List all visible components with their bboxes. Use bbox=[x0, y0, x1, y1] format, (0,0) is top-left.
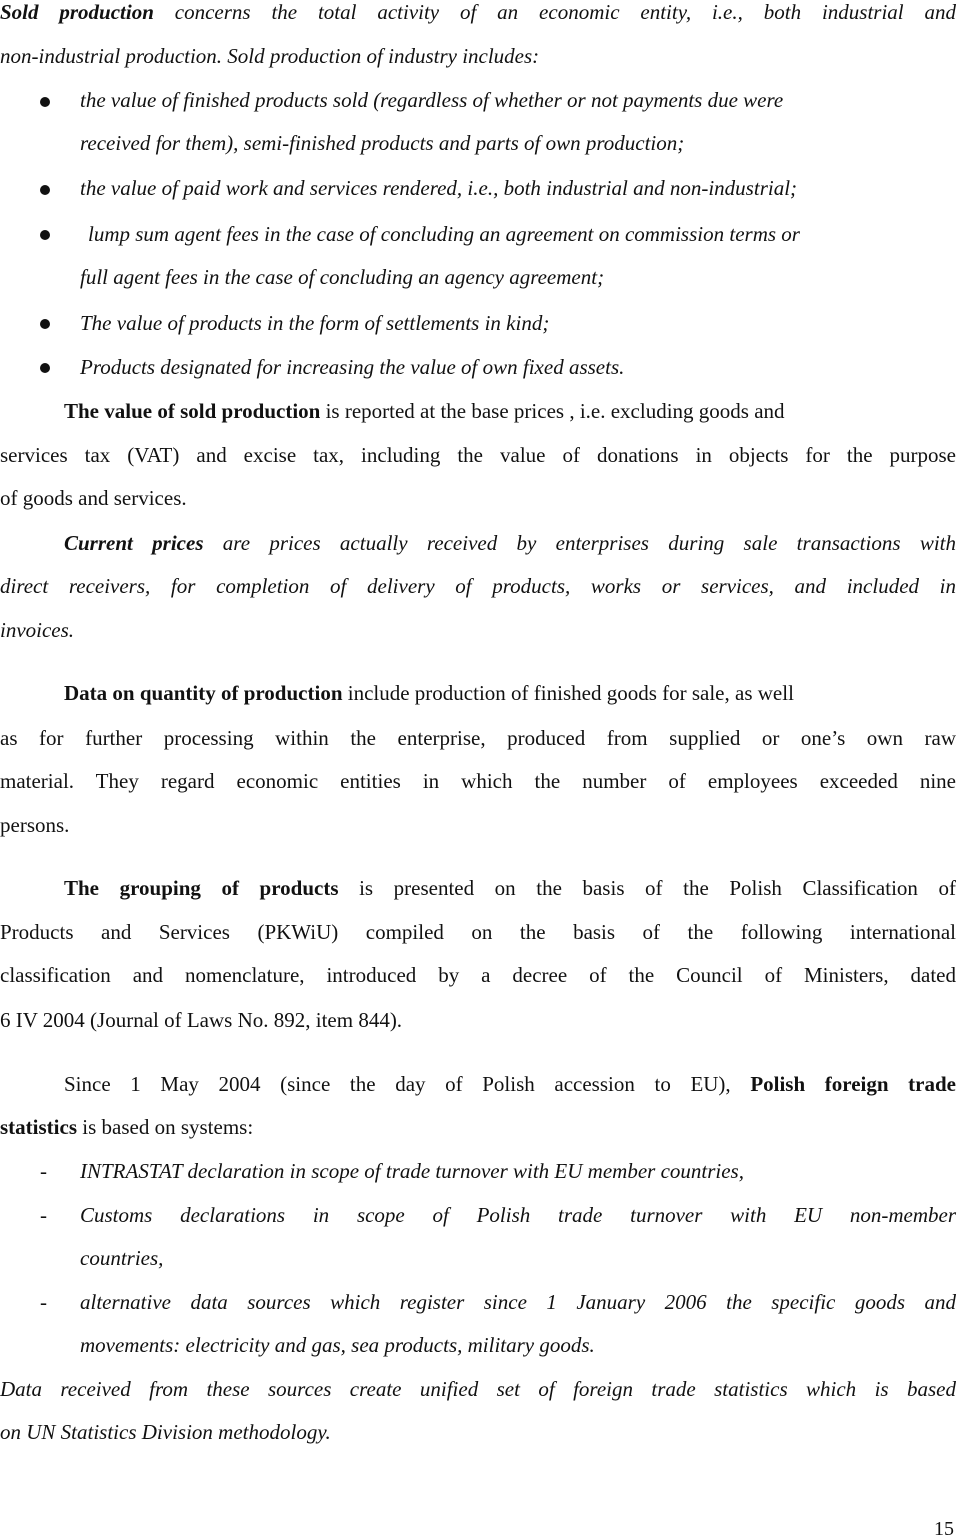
base-prices-line-1: The value of sold production is reported at the base prices , i.e. excluding goods and bbox=[64, 399, 785, 423]
sold-production-line-2: non-industrial production. Sold production of industry includes: bbox=[0, 44, 540, 68]
current-prices-term: Current prices bbox=[64, 531, 204, 555]
bullet-3-line-2: full agent fees in the case of concluding an agency agreement; bbox=[80, 265, 605, 289]
bullet-icon bbox=[40, 230, 50, 240]
dash-item-3-line-2: movements: electricity and gas, sea products, military goods. bbox=[80, 1333, 595, 1357]
current-prices-line-2: direct receivers, for completion of delivery of products, works or services, and included in bbox=[0, 574, 956, 598]
dash-marker: - bbox=[40, 1203, 47, 1227]
quantity-line-1: Data on quantity of production include production of finished goods for sale, as well bbox=[64, 681, 794, 705]
current-prices-line-1: Current prices are prices actually received by enterprises during sale transactions with bbox=[64, 531, 957, 555]
bullet-icon bbox=[40, 97, 50, 107]
bullet-1-line-2: received for them), semi-finished products and parts of own production; bbox=[80, 131, 685, 155]
quantity-line-2: as for further processing within the enterprise, produced from supplied or one’s own raw bbox=[0, 726, 956, 750]
quantity-term: Data on quantity of production bbox=[64, 681, 343, 705]
dash-item-1: INTRASTAT declaration in scope of trade turnover with EU member countries, bbox=[80, 1159, 744, 1183]
grouping-term: The grouping of products bbox=[64, 876, 339, 900]
sold-production-line-1: Sold production concerns the total activity of an economic entity, i.e., both industrial and bbox=[0, 0, 956, 24]
foreign-trade-line-1: Since 1 May 2004 (since the day of Polish accession to EU), Polish foreign trade bbox=[64, 1072, 956, 1096]
closing-line-2: on UN Statistics Division methodology. bbox=[0, 1420, 331, 1444]
current-prices-line-3: invoices. bbox=[0, 618, 75, 642]
base-prices-line-3: of goods and services. bbox=[0, 486, 187, 510]
base-prices-line-2: services tax (VAT) and excise tax, including the value of donations in objects for the purpose bbox=[0, 443, 956, 467]
page-number: 15 bbox=[934, 1518, 954, 1540]
grouping-line-1: The grouping of products is presented on the basis of the Polish Classification of bbox=[64, 876, 956, 900]
quantity-line-4: persons. bbox=[0, 813, 70, 837]
closing-line-1: Data received from these sources create unified set of foreign trade statistics which is based bbox=[0, 1377, 956, 1401]
bullet-icon bbox=[40, 185, 50, 195]
sold-production-value-term: The value of sold production bbox=[64, 399, 321, 423]
dash-item-3-line-1: alternative data sources which register since 1 January 2006 the specific goods and bbox=[80, 1290, 956, 1314]
bullet-icon bbox=[40, 319, 50, 329]
bullet-icon bbox=[40, 363, 50, 373]
grouping-line-4: 6 IV 2004 (Journal of Laws No. 892, item 844). bbox=[0, 1008, 403, 1032]
bullet-4: The value of products in the form of settlements in kind; bbox=[80, 311, 550, 335]
sold-production-term: Sold production bbox=[0, 0, 154, 24]
bullet-3-line-1: lump sum agent fees in the case of concluding an agreement on commission terms or bbox=[88, 222, 800, 246]
bullet-1-line-1: the value of finished products sold (regardless of whether or not payments due were bbox=[80, 88, 784, 112]
dash-marker: - bbox=[40, 1159, 47, 1183]
grouping-line-2: Products and Services (PKWiU) compiled on the basis of the following international bbox=[0, 920, 956, 944]
foreign-trade-line-2: statistics is based on systems: bbox=[0, 1115, 254, 1139]
dash-marker: - bbox=[40, 1290, 47, 1314]
quantity-line-3: material. They regard economic entities in which the number of employees exceeded nine bbox=[0, 769, 956, 793]
bullet-2: the value of paid work and services rendered, i.e., both industrial and non-industrial; bbox=[80, 176, 798, 200]
dash-item-2-line-2: countries, bbox=[80, 1246, 164, 1270]
foreign-trade-term: Polish foreign trade bbox=[750, 1072, 956, 1096]
grouping-line-3: classification and nomenclature, introduced by a decree of the Council of Ministers, dated bbox=[0, 963, 956, 987]
dash-item-2-line-1: Customs declarations in scope of Polish trade turnover with EU non-member bbox=[80, 1203, 956, 1227]
bullet-5: Products designated for increasing the value of own fixed assets. bbox=[80, 355, 625, 379]
